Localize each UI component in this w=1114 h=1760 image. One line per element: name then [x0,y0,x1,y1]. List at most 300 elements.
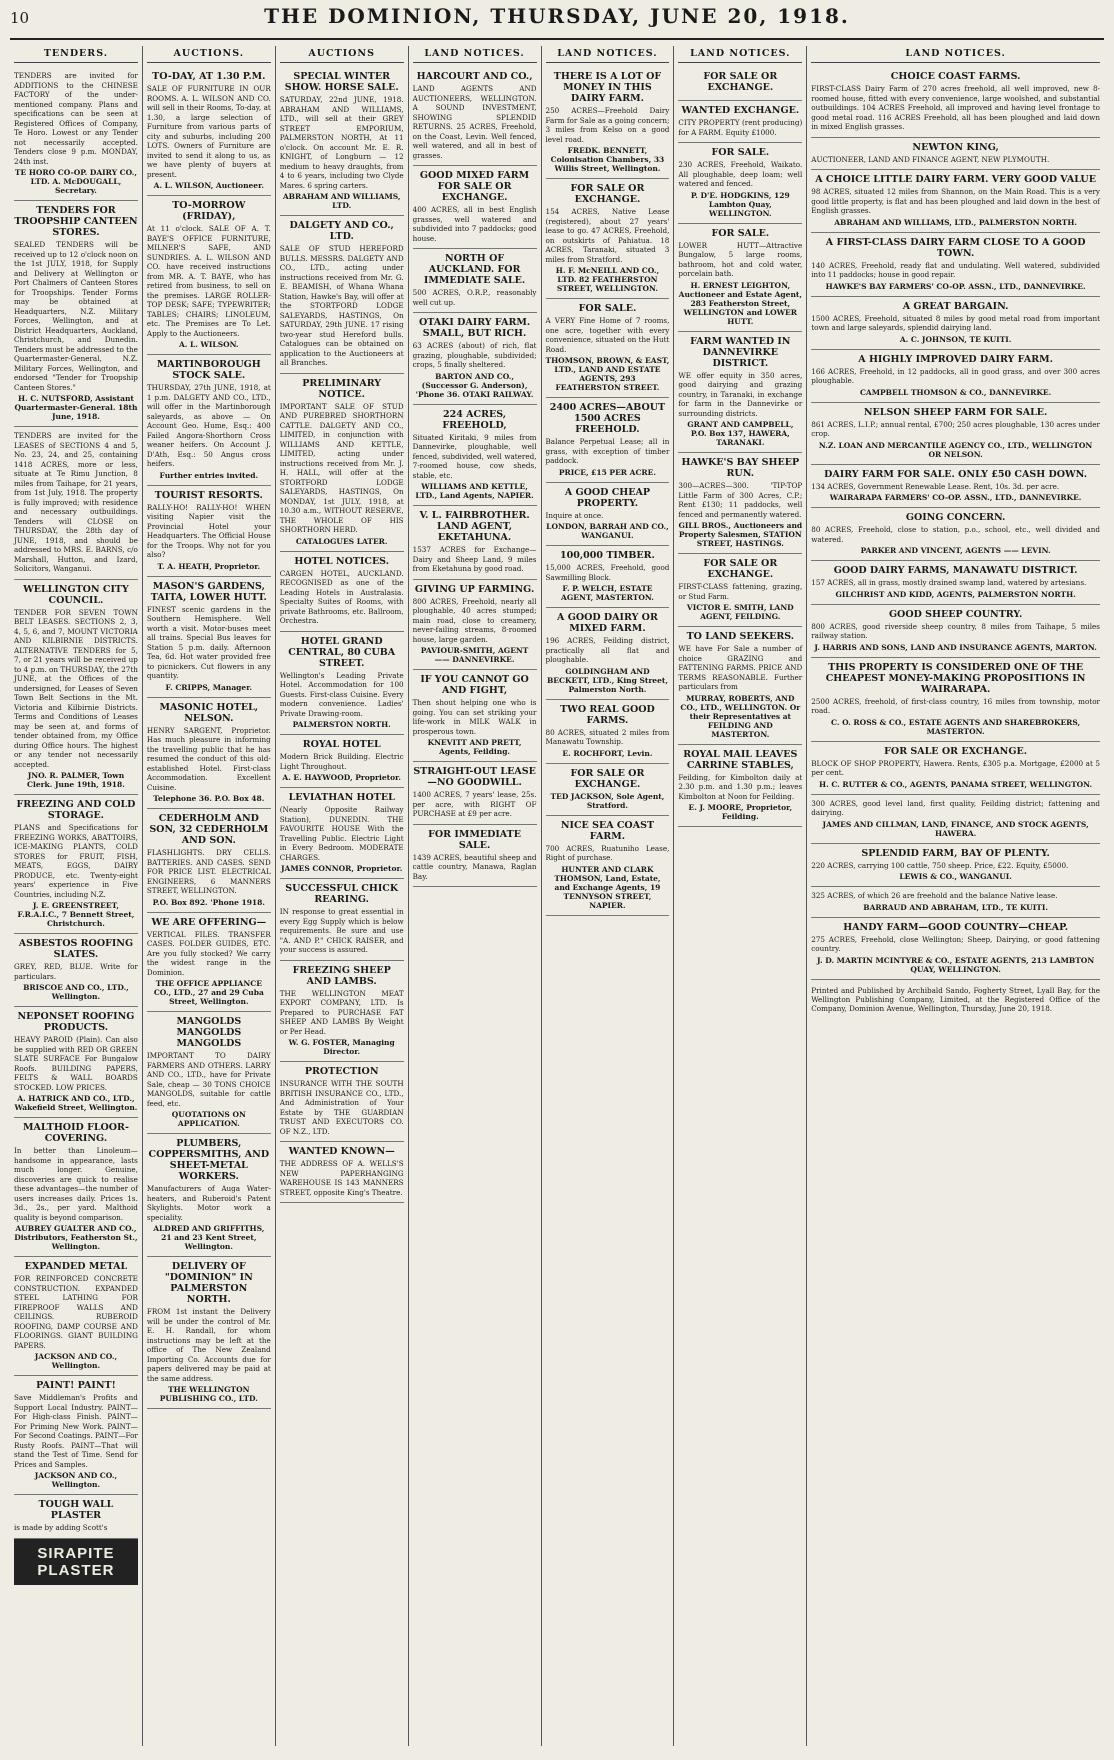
advertisement [546,483,670,547]
advertisement [147,196,271,355]
ad-body: 300 ACRES, good level land, first quality, Feilding district; fattening and dairying. [811,798,1100,817]
ad-title: THERE IS A LOT OF MONEY IN THIS DAIRY FARM. [553,71,662,104]
ad-signature: H. ERNEST LEIGHTON, Auctioneer and Estate Agent, 283 Featherston Street, WELLINGTON and LOWER HUTT. [678,280,802,326]
ad-body: FIRST-CLASS fattening, grazing, or Stud Farm. [678,582,803,601]
ad-title: A GREAT BARGAIN. [902,300,1009,312]
ad-body: 196 ACRES, Feilding district, practically all flat and ploughable. [545,636,670,664]
advertisement [413,313,537,405]
ad-signature: PRICE, £15 PER ACRE. [558,467,656,477]
column-header: TENDERS. [14,46,138,63]
ad-signature: PARKER AND VINCENT, AGENTS —— LEVIN. [860,546,1051,555]
ad-signature: E. ROCHFORT, Levin. [562,748,653,758]
ad-signature: ABRAHAM AND WILLIAMS, LTD. [282,192,401,210]
ad-body: HENRY SARGENT, Proprietor. Has much pleasure in informing the travelling public that he has resumed the conduct of this old-established Hotel. First-class Accommodation. Excellent Cuisine. [146,725,271,792]
column-4 [409,46,542,1746]
ad-body: Then shout helping one who is going. You can set striking your life-work in MILK WALK in prosperous town. [412,698,537,736]
advertisement [678,745,802,828]
ad-body: INSURANCE WITH THE SOUTH BRITISH INSURANCE CO., LTD., And Administration of Your Estate by THE GUARDIAN TRUST AND EXECUTORS CO. OF N.Z., LTD. [279,1079,404,1136]
ad-title: NEWTON KING, [912,141,999,153]
advertisement [280,1062,404,1142]
ad-body: is made by adding Scott's [14,1523,108,1532]
ad-body: 2500 ACRES, freehold, of first-class country, 16 miles from township, motor road. [811,696,1100,715]
ad-signature: H. F. McNEILL AND CO., LTD. 82 FEATHERSTON STREET, WELLINGTON. [555,266,660,293]
ad-signature: W. G. FOSTER, Managing Director. [288,1038,395,1056]
ad-body: FINEST scenic gardens in the Southern Hemisphere. Well worth a visit. Motor-buses meet all trains. Special Bus leaves for Station 5 p.m. daily. Afternoon Tea, 6d. Hot water provided free to picnickers. Cut flowers in any quantity. [146,604,271,680]
ad-signature: J. HARRIS AND SONS, LAND AND INSURANCE AGENTS, MARTON. [814,642,1097,652]
advertisement [147,913,271,1013]
ad-signature: J. D. MARTIN MCINTYRE & CO., ESTATE AGENTS, 213 LAMBTON QUAY, WELLINGTON. [817,955,1095,974]
advertisement [14,580,138,796]
ad-body: 63 ACRES (about) of rich, flat grazing, ploughable, subdivided; crops, 5 finally sheltered. [412,341,537,369]
ad-signature: P.O. Box 892. 'Phone 1918. [152,897,265,907]
ad-body: LAND AGENTS AND AUCTIONEERS, WELLINGTON. A SOUND INVESTMENT, SHOWING SPLENDID RETURNS. 25 ACRES, Freehold, on the Coast, Levin. Well fenced, well watered, and all in best of grasses. [412,84,537,160]
ad-signature: BARRAUD AND ABRAHAM, LTD., TE KUITI. [863,902,1048,912]
ad-title: GOOD MIXED FARM FOR SALE OR EXCHANGE. [419,170,530,203]
ad-title: GOOD SHEEP COUNTRY. [888,608,1023,620]
advertisement [14,1118,138,1257]
ad-body: 157 ACRES, all in grass, mostly drained swamp land, watered by artesians. [811,578,1087,587]
column-3 [276,46,409,1746]
advertisement [147,1257,271,1409]
ad-body: 275 ACRES, Freehold, close Wellington; Sheep, Dairying, or good fattening country. [811,934,1100,953]
ad-signature: H. C. NUTSFORD, Assistant Quartermaster-General. 18th June, 1918. [14,394,138,421]
ad-body: SEALED TENDERS will be received up to 12 o'clock noon on the 1st JULY, 1918, for Supply and Delivery at Wellington or Port Chalmers of Canteen Stores for Troopships. Tender Forms may be obtained at Headquarters, N.Z. Military Forces, Wellington, and at District Headquarters, Auckland, Christchurch, and Dunedin. Tenders must be addressed to the Quartermaster-General, N.Z. Military Forces, Wellington, and endorsed "Tender for Troopship Canteen Stores." [14,240,138,392]
advertisement [811,795,1100,844]
ad-signature: THOMSON, BROWN, & EAST, LTD., LAND AND ESTATE AGENTS, 293 FEATHERSTON STREET. [545,356,670,392]
ad-signature: GILCHRIST AND KIDD, AGENTS, PALMERSTON NORTH. [835,589,1076,599]
ad-title: 224 ACRES, FREEHOLD, [442,408,507,431]
ad-title: FOR SALE OR EXCHANGE. [703,558,778,580]
ad-body: Feilding, for Kimbolton daily at 2.30 p.m. and 1.30 p.m.; leaves Kimbolton at Noon for Feilding. [678,772,803,801]
ad-title: HOTEL GRAND CENTRAL, 80 CUBA STREET. [288,635,396,669]
advertisement [280,374,404,552]
ad-signature: CAMPBELL THOMSON & CO., DANNEVIRKE. [859,387,1052,397]
advertisement [811,605,1100,658]
ad-body: 220 ACRES, carrying 100 cattle, 750 sheep. Price, £22. Equity, £5000. [811,860,1069,870]
advertisement [811,658,1100,742]
display-advertisement: SIRAPITE PLASTER [14,1539,138,1585]
column-header: AUCTIONS [280,46,404,63]
ad-body: FLASHLIGHTS. DRY CELLS. BATTERIES. AND CASES. SEND FOR PRICE LIST. ELECTRICAL ENGINEERS, 6 MANNERS STREET, WELLINGTON. [146,848,271,895]
ad-signature: HAWKE'S BAY FARMERS' CO-OP. ASSN., LTD., DANNEVIRKE. [825,281,1086,291]
ad-body: At 11 o'clock. SALE OF A. T. BAYE'S OFFICE FURNITURE, MILNER'S SAFE, AND SUNDRIES. A. L. WILSON AND CO. have received instructions from MR. A. T. BAYE, who has retired from business, to sell on the premises. LARGE ROLLER-TOP DESK; SAFE; TYPEWRITER; TABLES; CHAIRS; LINOLEUM, etc. The Premises are To Let. Apply to the Auctioneers. [146,224,271,338]
ad-title: FOR SALE. [711,227,770,239]
advertisement [413,762,537,825]
ad-signature: ALDRED AND GRIFFITHS, 21 and 23 Kent Street, Wellington. [153,1224,265,1251]
ad-body: 300—ACRES—300. 'TIP-TOP Little Farm of 300 Acres, C.P.; Rent £130; 11 paddocks, well fenced and permanently watered. [678,481,803,519]
ad-body: 230 ACRES, Freehold, Waikato. All ploughable, deep loam; well watered and fenced. [678,160,803,188]
ad-title: FREEZING SHEEP AND LAMBS. [292,964,391,987]
ad-title: THIS PROPERTY IS CONSIDERED ONE OF THE CHEAPEST MONEY-MAKING PROPOSITIONS IN WAIRARAPA. [825,661,1086,695]
ad-signature: JACKSON AND CO., Wellington. [34,1471,118,1489]
ad-title: NORTH OF AUCKLAND. FOR IMMEDIATE SALE. [423,253,526,286]
ad-body: 15,000 ACRES, Freehold, good Sawmilling Block. [545,563,670,582]
ad-signature: FREDK. BENNETT, Colonisation Chambers, 33 Willis Street, Wellington. [550,146,665,173]
ad-title: TO LAND SEEKERS. [686,631,795,642]
ad-signature: AUBREY GUALTER AND CO., Distributors, Featherston St., Wellington. [14,1224,138,1251]
advertisement [14,1495,138,1539]
ad-body: 1537 ACRES for Exchange—Dairy and Sheep Land, 9 miles from Eketahuna by good road. [412,545,537,573]
columns-container [10,46,1104,1746]
advertisement [14,1376,138,1495]
ad-title: A CHOICE LITTLE DAIRY FARM. VERY GOOD VALUE [815,174,1096,185]
ad-title: PROTECTION [304,1066,379,1077]
column-5 [542,46,675,1746]
ad-body: IN response to great essential in every Egg Supply which is below requirements. Be sure and use "A. AND P." CHICK RAISER, and your success is assured. [279,907,404,954]
ad-signature: CATALOGUES LATER. [295,536,388,546]
ad-title: TO-DAY, AT 1.30 P.M. [152,71,266,82]
column-header: LAND NOTICES. [413,46,537,63]
ad-signature: ABRAHAM AND WILLIAMS, LTD., PALMERSTON NORTH. [834,217,1078,227]
ad-title: GIVING UP FARMING. [414,583,535,595]
ad-title: IF YOU CANNOT GO AND FIGHT, [420,674,529,696]
ad-body: SALE OF STUD HEREFORD BULLS. MESSRS. DALGETY AND CO., LTD., acting under instructions received from Mr. G. E. BEAMISH, of Whana Whana Station, Hawke's Bay, will offer at the STORTFORD LODGE SALEYARDS, HASTINGS, On SATURDAY, 29th JUNE. 17 rising two-year stud Hereford bulls. Catalogues can be obtained on application to the Auctioneers at all Branches. [279,244,404,367]
ad-title: 2400 ACRES—ABOUT 1500 ACRES FREEHOLD. [549,402,666,435]
ad-signature: A. L. WILSON. [178,340,239,349]
ad-title: SUCCESSFUL CHICK REARING. [285,883,399,905]
advertisement [14,795,138,934]
ad-signature: VICTOR E. SMITH, LAND AGENT, FEILDING. [686,603,794,621]
ad-title: CHOICE COAST FARMS. [890,71,1021,82]
ad-signature: WAIRARAPA FARMERS' CO-OP. ASSN., LTD., DANNEVIRKE. [829,493,1082,502]
advertisement [147,1134,271,1257]
ad-title: MARTINBOROUGH STOCK SALE. [156,359,261,381]
ad-body: WE offer equity in 350 acres, good dairying and grazing country, in Taranaki, in exchange for farm in the Dannevirke or surrounding districts. [678,370,803,418]
column-header: LAND NOTICES. [811,46,1100,63]
advertisement [811,918,1100,980]
ad-body: 1439 ACRES, beautiful sheep and cattle country, Manawa, Raglan Bay. [412,852,537,881]
advertisement [413,166,537,249]
advertisement [280,735,404,788]
ad-signature: A. HATRICK AND CO., LTD., Wakefield Street, Wellington. [14,1094,138,1112]
advertisement [14,201,138,427]
masthead [10,4,1104,40]
ad-signature: MURRAY, ROBERTS, AND CO., LTD., WELLINGTON. Or their Representatives at FEILDING AND MASTERTON. [680,693,801,739]
ad-title: TOURIST RESORTS. [154,489,263,501]
advertisement [546,398,670,483]
ad-body: Balance Perpetual Lease; all in grass, with exception of timber paddock. [545,437,670,465]
ad-signature: GILL BROS., Auctioneers and Property Salesmen, STATION STREET, HASTINGS. [678,521,803,548]
ad-body: Manufacturers of Auga Water-heaters, and Ruberoid's Patent Skylights. Motor work a speciality. [146,1184,271,1222]
ad-title: A HIGHLY IMPROVED DAIRY FARM. [858,353,1053,365]
ad-title: GOING CONCERN. [905,512,1006,523]
ad-signature: JAMES CONNOR, Proprietor. [281,864,403,873]
ad-title: LEVIATHAN HOTEL [288,792,395,803]
ad-title: MANGOLDS MANGOLDS MANGOLDS [176,1016,242,1049]
ad-body: FOR REINFORCED CONCRETE CONSTRUCTION. EXPANDED STEEL LATHING FOR FIREPROOF WALLS AND CEILINGS. RUBEROID ROOFING, DAMP COURSE AND FLOORINGS. GIANT BUILDING PAPERS. [14,1274,138,1350]
ad-signature: F. P. WELCH, ESTATE AGENT, MASTERTON. [561,584,654,602]
ad-signature: QUOTATIONS ON APPLICATION. [171,1110,246,1128]
ad-signature: HUNTER AND CLARK THOMSON, Land, Estate, and Exchange Agents, 19 TENNYSON STREET, NAPIER. [554,864,661,910]
ad-title: FOR IMMEDIATE SALE. [428,828,521,851]
ad-title: HOTEL NOTICES. [294,555,390,567]
ad-body: 166 ACRES, Freehold, in 12 paddocks, all in good grass, and over 300 acres ploughable. [811,366,1100,385]
ad-title: TO-MORROW (FRIDAY), [172,200,246,222]
ad-body: GREY, RED, BLUE. Write for particulars. [14,962,138,981]
ad-body: TENDER FOR SEVEN TOWN BELT LEASES. SECTIONS 2, 3, 4, 5, 6, and 7, MOUNT VICTORIA AND KILBIRNIE DISTRICTS. ALTERNATIVE TENDERS for 5, 7, or 21 years will be received up to 4 p.m. on THURSDAY, the 27th JUNE, at the Offices of the undersigned, for Leases of Seven Town Belt Sections in the Mt. Victoria and Kilbirnie Districts. Terms and Conditions of Leases may be seen at, and forms of tender obtained from, my Office during Office hours. The highest or any tender not necessarily accepted. [14,607,138,769]
ad-signature: H. C. RUTTER & CO., AGENTS, PANAMA STREET, WELLINGTON. [819,779,1093,789]
ad-body: 1500 ACRES, Freehold, situated 8 miles by good metal road from important town and large saleyards, splendid dairying land. [811,313,1100,332]
advertisement [14,1007,138,1118]
ad-body: WE have For Sale a number of choice GRAZING and FATTENING FARMS. PRICE AND TERMS REASONABLE. Further particulars from [678,644,803,691]
advertisement [678,67,802,101]
advertisement [678,224,802,332]
ad-body: 325 ACRES, of which 26 are freehold and the balance Native lease. [811,891,1058,900]
ad-title: FOR SALE OR EXCHANGE. [703,71,778,93]
ad-title: WANTED EXCHANGE. [681,105,800,116]
advertisement [14,427,138,580]
ad-title: DAIRY FARM FOR SALE. ONLY £50 CASH DOWN. [824,468,1088,480]
ad-title: TWO REAL GOOD FARMS. [560,703,655,726]
advertisement [280,216,404,374]
column-6 [674,46,807,1746]
ad-title: ASBESTOS ROOFING SLATES. [18,938,134,960]
advertisement [147,486,271,577]
ad-title: HAWKE'S BAY SHEEP RUN. [681,457,800,479]
advertisement [811,561,1100,605]
ad-title: GOOD DAIRY FARMS, MANAWATU DISTRICT. [833,565,1078,576]
advertisement [546,764,670,816]
ad-title: CEDERHOLM AND SON, 32 CEDERHOLM AND SON. [149,813,269,846]
page-number: 10 [10,9,30,27]
ad-title: MALTHOID FLOOR-COVERING. [22,1122,129,1144]
ad-signature: BARTON AND CO., (Successor G. Anderson), 'Phone 36. OTAKI RAILWAY. [415,371,534,399]
ad-title: A GOOD DAIRY OR MIXED FARM. [557,612,658,634]
advertisement [546,608,670,700]
ad-signature: LEWIS & CO., WANGANUI. [899,872,1012,881]
ad-body: LOWER HUTT—Attractive Bungalow, 5 large rooms, bathroom, hot and cold water, porcelain bath. [678,240,803,278]
ad-body: TENDERS are invited for the LEASES of SECTIONS 4 and 5, No. 23, 24, and 25, containing 1418 ACRES, more or less, situate at Te Rimu Junction, 8 miles from Taihape, for 21 years, from 1st July, 1918. The property is fully improved; with residence and necessary outbuildings. Tenders will CLOSE on THURSDAY, the 28th day of JUNE, 1918, and should be addressed to MRS. E. BARNS, c/o Marshall, Hutton, and Izard, Solicitors, Wanganui. [14,431,138,573]
ad-signature: N.Z. LOAN AND MERCANTILE AGENCY CO., LTD., WELLINGTON OR NELSON. [818,440,1093,459]
ad-body: 134 ACRES, Government Renewable Lease. Rent, 10s. 3d. per acre. [811,481,1060,491]
advertisement [413,580,537,671]
ad-title: V. L. FAIRBROTHER. LAND AGENT, EKETAHUNA. [419,510,530,543]
ad-title: PRELIMINARY NOTICE. [302,377,382,400]
ad-body: 154 ACRES, Native Lease (registered), about 27 years' lease to go. 47 ACRES, Freehold, on outskirts of Pahiatua. 18 ACRES, Taranaki, situated 3 miles from Stratford. [545,207,670,264]
ad-title: DELIVERY OF "DOMINION" IN PALMERSTON NORTH. [164,1261,253,1305]
ad-title: NEPONSET ROOFING PRODUCTS. [17,1011,135,1033]
advertisement [546,67,670,179]
ad-title: FOR SALE OR EXCHANGE. [884,745,1028,757]
ad-body: 98 ACRES, situated 12 miles from Shannon, on the Main Road. This is a very good little property, is flat and has been ploughed and laid down in the best of English grasses. [811,187,1100,215]
advertisement [546,299,670,398]
ad-body: (Nearly Opposite Railway Station), DUNEDIN. THE FAVOURITE HOUSE With the Travelling Public. Electric Light in Every Bedroom. MODERATE CHARGES. [279,805,404,862]
ad-title: TENDERS FOR TROOPSHIP CANTEEN STORES. [14,205,138,238]
ad-body: THE ADDRESS OF A. WELLS'S NEW PAPERHANGING WAREHOUSE IS 143 MANNERS STREET, opposite King's Theatre. [279,1159,404,1197]
ad-title: FOR SALE OR EXCHANGE. [570,183,645,205]
advertisement [811,297,1100,350]
ad-body: In better than Linoleum—handsome in appearance, lasts much longer. Genuine, discoveries are quick to realise these advantages—the number of users increases daily. Prices 1s. 3d., 2s., per yard. Malthoid quality is beyond comparison. [14,1146,138,1222]
ad-title: FOR SALE OR EXCHANGE. [570,767,645,790]
ad-body: PLANS and Specifications for FREEZING WORKS, ABATTOIRS, ICE-MAKING PLANTS, COLD STORES for FRUIT, FISH, MEATS, EGGS, DAIRY PRODUCE, etc. Twenty-eight years' experience in Five Countries, including N.Z. [14,823,138,899]
advertisement [280,632,404,736]
ad-title: TOUGH WALL PLASTER [38,1499,114,1521]
advertisement [678,332,802,454]
column-header: AUCTIONS. [147,46,271,63]
ad-signature: TE HORO CO-OP. DAIRY CO., LTD. A. McDOUGALL, Secretary. [14,168,137,195]
advertisement [811,233,1100,297]
advertisement [811,170,1100,233]
column-1 [10,46,143,1746]
ad-title: MASON'S GARDENS, TAITA, LOWER HUTT. [150,580,267,603]
ad-title: ROYAL MAIL LEAVES CARRINE STABLES, [683,748,798,771]
ad-body: 400 ACRES, all in best English grasses, well watered and subdivided into 7 paddocks; good house. [412,205,537,243]
advertisement [280,552,404,632]
ad-signature: LONDON, BARRAH AND CO., WANGANUI. [546,522,669,540]
advertisement [811,844,1100,888]
ad-body: 800 ACRES, Freehold, nearly all ploughable, 40 acres stumped; main road, close to creamery, never-failing streams, 8-roomed house, large garden. [412,596,537,644]
ad-body: 800 ACRES, good riverside sheep country, 8 miles from Taihape, 5 miles railway station. [811,621,1100,640]
publisher-imprint: Printed and Published by Archibald Sando, Fogherty Street, Lyall Bay, for the Wellington Publishing Company, Limited, at the Registered Office of the Company, Dominion Avenue, Wellington, Thursday, June 20, 1918. [811,985,1100,1014]
advertisement [280,961,404,1063]
advertisement [678,143,802,224]
advertisement [811,887,1100,918]
column-header: LAND NOTICES. [546,46,670,63]
advertisement [147,809,271,913]
ad-body: FIRST-CLASS Dairy Farm of 270 acres freehold, all well improved, new 8-roomed house, fitted with every convenience, large woolshed, and substantial outbuildings. 104 ACRES Freehold, all improved and having level frontage to good metal road. 116 ACRES Freehold, all has been ploughed and laid down in mixed English grasses. [811,84,1100,131]
ad-title: STRAIGHT-OUT LEASE—NO GOODWILL. [413,766,536,788]
ad-signature: JNO. R. PALMER, Town Clerk. June 19th, 1918. [27,771,125,789]
advertisement [811,508,1100,561]
ad-body: THURSDAY, 27th JUNE, 1918, at 1 p.m. DALGETY AND CO., LTD., will offer in the Martinborough saleyards, as above — On Account Geo. Hume, Esq.: 400 Failed Angora-Shorthorn Cross weaner heifers. On Account J. D'Ath, Esq.: 50 Angus cross heifers. [146,383,271,468]
ad-body: IMPORTANT TO DAIRY FARMERS AND OTHERS. LARRY AND CO., LTD., have for Private Sale, cheap — 30 TONS CHOICE MANGOLDS, suitable for cattle feed, etc. [146,1051,271,1108]
ad-body: TENDERS are invited for ADDITIONS to the CHINESE FACTORY of the under-mentioned company. Plans and specifications can be seen at Registered Offices of Company, Te Horo. Lowest or any Tender not necessarily accepted. Tenders close 9 p.m. MONDAY, 24th inst. [14,71,138,166]
advertisement [14,1257,138,1376]
ad-body: 80 ACRES, situated 2 miles from Manawatu Township. [545,727,670,746]
ad-signature: T. A. HEATH, Proprietor. [157,561,261,571]
ad-title: A FIRST-CLASS DAIRY FARM CLOSE TO A GOOD TOWN. [825,236,1086,259]
advertisement [280,879,404,961]
advertisement [147,67,271,196]
ad-body: SATURDAY, 22nd JUNE, 1918. ABRAHAM AND WILLIAMS, LTD., will sell at their GREY STREET EMPORIUM, PALMERSTON NORTH, At 11 o'clock. On account Mr. E. R. KNIGHT, of Longburn — 12 medium to heavy draughts, from 4 to 6 years, including two Clyde Mares. 6 spring carters. [279,95,404,190]
ad-signature: Telephone 36. P.O. Box 48. [153,794,265,803]
advertisement [280,67,404,216]
ad-body: CITY PROPERTY (rent producing) for A FARM. Equity £1000. [678,118,803,137]
ad-body: IMPORTANT SALE OF STUD AND PUREBRED SHORTHORN CATTLE. DALGETY AND CO., LIMITED, in conjunction with WILLIAMS AND KETTLE, LIMITED, acting under instructions received from Mr. J. H. HALL, will offer at the STORTFORD LODGE SALEYARDS, HASTINGS, On MONDAY, 1st JULY, 1918, at 10.30 a.m., WITHOUT RESERVE, THE WHOLE OF HIS SHORTHORN HERD. [279,401,404,534]
ad-body: SALE OF FURNITURE IN OUR ROOMS. A. L. WILSON AND CO. will sell in their Rooms, To-day, at 1.30, a large selection of Furniture from various parts of city and suburbs, including 200 LOTS. Owners of Furniture are invited to send it along to us, as we have plenty of buyers at present. [146,84,271,179]
ad-title: EXPANDED METAL [24,1261,128,1272]
advertisement [546,816,670,916]
ad-signature: A. C. JOHNSON, TE KUITI. [899,334,1012,344]
advertisement [811,465,1100,509]
advertisement [280,1142,404,1203]
advertisement [147,355,271,486]
ad-body: AUCTIONEER, LAND AND FINANCE AGENT, NEW PLYMOUTH. [811,154,1050,164]
ad-title: NICE SEA COAST FARM. [560,819,655,842]
ad-title: PAINT! PAINT! [36,1380,116,1391]
ad-body: BLOCK OF SHOP PROPERTY, Hawera. Rents, £305 p.a. Mortgage, £2000 at 5 per cent. [811,758,1100,777]
ad-signature: JACKSON AND CO., Wellington. [34,1352,118,1370]
ad-body: 861 ACRES, L.I.P.; annual rental, £700; 250 acres ploughable, 130 acres under crop. [811,419,1100,438]
ad-title: PLUMBERS, COPPERSMITHS, AND SHEET-METAL WORKERS. [148,1138,270,1182]
ad-body: FROM 1st instant the Delivery will be under the control of Mr. E. H. Randall, for whom instructions may be left at the office of The New Zealand Importing Co. Accounts due for papers delivered may be paid at the same address. [146,1307,271,1383]
ad-body: RALLY-HO! RALLY-HO! WHEN visiting Napier visit the Provincial Hotel your Headquarters. The Official House for the Troops. Why not for you also? [146,502,271,559]
ad-body: Save Middleman's Profits and Support Local Industry. PAINT—For High-class Finish. PAINT—For Priming New Work. PAINT—For Second Coatings. PAINT—For Rusty Roofs. PAINT—That will stand the Test of Time. Send for Prices and Samples. [14,1393,138,1469]
advertisement [546,700,670,764]
advertisement [811,403,1100,465]
ad-title: MASONIC HOTEL, NELSON. [159,701,259,724]
ad-title: NELSON SHEEP FARM FOR SALE. [863,406,1048,418]
ad-title: FOR SALE. [578,303,637,314]
ad-title: WELLINGTON CITY COUNCIL. [23,583,129,606]
advertisement [811,742,1100,795]
ad-body: 250 ACRES—Freehold Dairy Farm for Sale as a going concern; 3 miles from Kelso on a good level road. [545,106,670,144]
ad-title: 100,000 TIMBER. [560,550,655,561]
ad-title: DALGETY AND CO., LTD. [289,220,394,242]
column-header: LAND NOTICES. [678,46,802,63]
advertisement [678,101,802,143]
ad-signature: TED JACKSON, Sole Agent, Stratford. [550,791,665,810]
ad-body: 140 ACRES, Freehold, ready flat and undulating. Well watered, subdivided into 11 paddocks; house in good repair. [811,260,1100,279]
advertisement [811,350,1100,403]
advertisement [678,453,802,554]
ad-signature: THE WELLINGTON PUBLISHING CO., LTD. [159,1385,258,1403]
advertisement [14,67,138,201]
ad-body: 500 ACRES, O.R.P., reasonably well cut up. [412,288,537,307]
advertisement [811,67,1100,138]
ad-body: 80 ACRES, Freehold, close to station, p.o., school, etc., well divided and watered. [811,525,1100,544]
advertisement [546,179,670,299]
ad-body: VERTICAL FILES. TRANSFER CASES. FOLDER GUIDES, ETC. Are you fully stocked? We carry the widest range in the Dominion. [146,929,271,977]
ad-body: Modern Brick Building. Electric Light Throughout. [279,752,404,771]
ad-signature: JAMES AND CILLMAN, LAND, FINANCE, AND STOCK AGENTS, HAWERA. [822,819,1089,838]
ad-body: 700 ACRES, Ruatuniho Lease, Right of purchase. [545,843,670,862]
advertisement [280,788,404,879]
ad-title: ROYAL HOTEL [302,739,381,750]
advertisement [413,670,537,762]
ad-title: FREEZING AND COLD STORAGE. [16,799,136,821]
ad-signature: PAVIOUR-SMITH, AGENT —— DANNEVIRKE. [420,646,529,664]
ad-title: OTAKI DAIRY FARM. SMALL, BUT RICH. [418,317,531,339]
advertisement [413,67,537,166]
ad-signature: A. L. WILSON, Auctioneer. [153,181,264,190]
ad-title: A GOOD CHEAP PROPERTY. [564,486,651,509]
ad-signature: Further entries invited. [159,470,259,480]
advertisement [413,506,537,580]
ad-body: Inquire at once. [545,510,604,520]
ad-signature: KNEVITT AND PRETT, Agents, Feilding. [427,738,522,756]
advertisement [413,249,537,313]
ad-body: HEAVY PAROID (Plain). Can also be supplied with RED OR GREEN SLATE SURFACE For Bungalow Roofs. BUILDING PAPERS, FELTS & WALL BOARDS STOCKED. LOW PRICES. [14,1035,138,1092]
advertisement [413,825,537,888]
ad-body: Wellington's Leading Private Hotel. Accommodation for 100 Guests. First-class Cuisine. Every modern convenience. Ladies' Private Drawing-room. [279,670,404,718]
ad-signature: A. E. HAYWOOD, Proprietor. [282,773,401,782]
ad-body: CARGEN HOTEL, AUCKLAND. RECOGNISED as one of the Leading Hotels in Australasia. Specialty Suites of Rooms, with private Bathrooms, etc. Ballroom, Orchestra. [279,568,404,625]
ad-signature: F. CRIPPS, Manager. [165,682,253,692]
newspaper-title: THE DOMINION, THURSDAY, JUNE 20, 1918. [264,4,850,28]
advertisement [546,546,670,608]
advertisement [147,577,271,698]
advertisement [678,554,802,627]
column-7 [807,46,1104,1746]
advertisement [147,1012,271,1134]
ad-signature: THE OFFICE APPLIANCE CO., LTD., 27 and 29 Cuba Street, Wellington. [153,979,264,1006]
advertisement [413,405,537,507]
ad-signature: C. O. ROSS & CO., ESTATE AGENTS AND SHAREBROKERS, MASTERTON. [831,717,1081,736]
ad-body: Situated Kiritaki, 9 miles from Dannevirke, ploughable, well fenced, subdivided, well watered, 7-roomed house, cow sheds, stable, etc. [412,432,537,480]
ad-title: SPECIAL WINTER SHOW. HORSE SALE. [284,71,399,93]
ad-signature: GOLDINGHAM AND BECKETT, LTD., King Street, Palmerston North. [546,666,668,694]
ad-title: FOR SALE. [711,147,770,158]
column-2 [143,46,276,1746]
ad-title: SPLENDID FARM, BAY OF PLENTY. [861,847,1050,859]
ad-body: A VERY Fine Home of 7 rooms, one acre, together with every convenience, situated on the Hutt Road. [545,316,670,354]
ad-title: WANTED KNOWN— [288,1146,395,1157]
advertisement [678,627,802,745]
ad-title: FARM WANTED IN DANNEVIRKE DISTRICT. [690,335,791,369]
ad-signature: E. J. MOORE, Proprietor, Feilding. [688,803,793,821]
ad-title: HANDY FARM—GOOD COUNTRY—CHEAP. [843,921,1069,933]
